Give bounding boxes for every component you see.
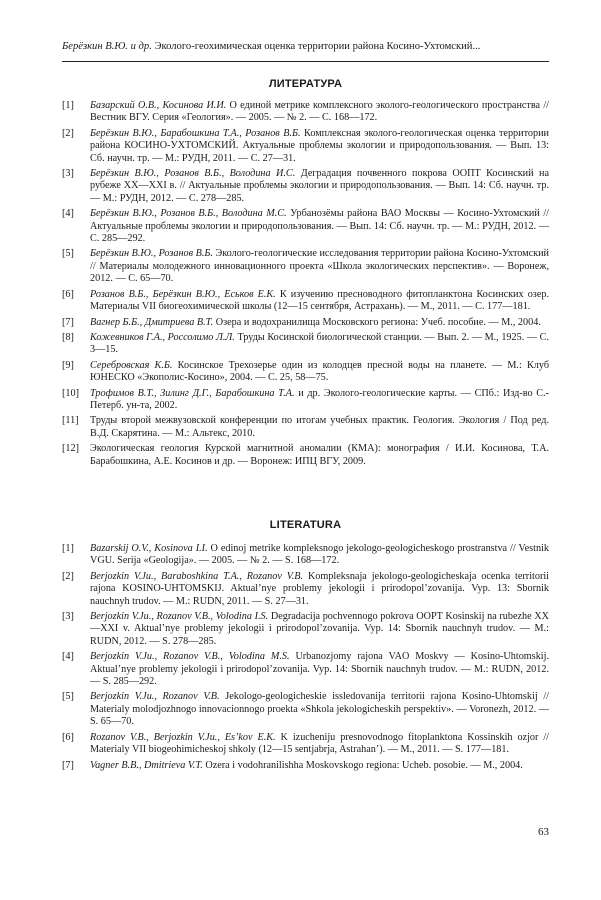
reference-item: [62, 571, 549, 608]
reference-authors: Вагнер Б.Б., Дмитриева В.Т.: [90, 316, 214, 328]
reference-text: Труды второй межвузовской конференции по итогам учебных практик. Геология. Экология / Под ред. В.Д. Скарятина. — М.: Альтекс, 2010.: [90, 415, 549, 439]
reference-item: [62, 388, 549, 413]
reference-text: K izucheniju presnovodnogo fitoplanktona Kossinskih ozjor // Materialy VII biogeohimicheskoj shkoly (12—15 sentjabrja, Astrahan’). — M., 2011. — S. 177—181.: [90, 731, 549, 756]
reference-number: [3]: [62, 611, 74, 623]
reference-text: Труды Косинской биологической станции. — Вып. 2. — М., 1925. — С. 3—15.: [90, 331, 549, 356]
reference-text: Озера и водохранилища Московского региона: Учеб. пособие. — М., 2004.: [215, 316, 541, 328]
reference-item: [62, 360, 549, 385]
reference-text: О единой метрике комплексного эколого-геологического пространства // Вестник ВГУ. Серия «Геология». — 2005. — № 2. — С. 168—172.: [90, 100, 550, 124]
reference-item: [62, 415, 549, 440]
reference-authors: Берёзкин В.Ю., Розанов В.Б.: [90, 248, 213, 260]
reference-authors: Rozanov V.B., Berjozkin V.Ju., Es’kov E.K.: [90, 731, 276, 743]
section-title-ru: ЛИТЕРАТУРА: [268, 78, 343, 90]
reference-number: [4]: [62, 208, 74, 220]
reference-number: [10]: [62, 387, 79, 399]
reference-item: [62, 443, 549, 468]
reference-number: [5]: [62, 691, 74, 703]
reference-number: [7]: [62, 759, 74, 771]
reference-authors: Vagner B.B., Dmitrieva V.T.: [90, 759, 203, 771]
reference-text: Degradacija pochvennogo pokrova OOPT Kosinskij na rubezhe XX—XXI v. Aktual’nye problemy jekologii i prirodopol’zovanija. Vyp. 14: Sbornik nauchnyh trudov. — M.: RUDN, 2012. — S. 278—285.: [90, 611, 549, 647]
reference-item: [62, 100, 549, 125]
reference-number: [9]: [62, 359, 74, 371]
reference-text: и др. Эколого-геологические карты. — СПб.: Изд-во С.-Петерб. ун-та, 2002.: [90, 387, 550, 411]
reference-item: [62, 289, 549, 314]
reference-number: [6]: [62, 288, 74, 300]
reference-authors: Базарский О.В., Косинова И.И.: [90, 100, 227, 111]
reference-authors: Кожевников Г.А., Россолимо Л.Л.: [90, 331, 235, 343]
reference-item: [62, 317, 549, 329]
running-head-title: Эколого-геохимическая оценка территории района Косино-Ухтомский...: [154, 41, 481, 52]
reference-text: К изучению пресноводного фитопланктона Косинских озер. Материалы VII биогеохимической школы (12—15 сентября, Астрахань). — М., 2011. — С. 177—181.: [90, 288, 549, 313]
reference-authors: Берёзкин В.Ю., Барабошкина Т.А., Розанов В.Б.: [90, 127, 301, 139]
reference-item: [62, 651, 549, 688]
reference-number: [1]: [62, 100, 74, 111]
page-number: 63: [538, 826, 549, 838]
reference-authors: Berjozkin V.Ju., Rozanov V.B., Volodina I.S.: [90, 611, 269, 623]
reference-authors: Серебровская К.Б.: [90, 359, 173, 371]
reference-list-ru: [62, 100, 549, 471]
reference-authors: Розанов В.Б., Берёзкин В.Ю., Еськов Е.К.: [90, 288, 276, 300]
reference-authors: Berjozkin V.Ju., Rozanov V.B.: [90, 691, 220, 703]
reference-text: Комплексная эколого-геологическая оценка территории района КОСИНО-УХТОМСКИЙ. Актуальные проблемы экологии и природопользования. — Вып. 13: Сб. научн. тр. — М.: РУДН, 2011. — С. 27—31.: [90, 127, 549, 164]
reference-text: Экологическая геология Курской магнитной аномалии (КМА): монография / И.И. Косинова, Т.А. Барабошкина, А.Е. Косинов и др. — Воронеж: ИПЦ ВГУ, 2009.: [90, 443, 549, 467]
reference-number: [7]: [62, 316, 74, 328]
reference-authors: Berjozkin V.Ju., Rozanov V.B., Volodina M.S.: [90, 651, 290, 663]
reference-item: [62, 760, 549, 772]
reference-text: Urbanozjomy rajona VAO Moskvy — Kosino-Uhtomskij. Aktual’nye problemy jekologii i prirodopol’zovanija. Vyp. 14: Sbornik nauchnyh trudov. — M.: RUDN, 2012. — S. 285—292.: [90, 651, 550, 688]
reference-authors: Bazarskij O.V., Kosinova I.I.: [90, 543, 208, 554]
reference-list-lat: [62, 543, 549, 775]
reference-item: [62, 332, 549, 357]
reference-number: [2]: [62, 570, 74, 582]
running-head: [62, 40, 549, 53]
reference-number: [3]: [62, 168, 74, 180]
reference-authors: Berjozkin V.Ju., Baraboshkina T.A., Rozanov V.B.: [90, 570, 304, 582]
section-title-lat: LITERATURA: [269, 519, 342, 531]
reference-text: Деградация почвенного покрова ООПТ Косинский на рубеже XX—XXI в. // Актуальные проблемы экологии и природопользования. — Вып. 14: Сб. научн. тр. — М.: РУДН, 2012. — С. 278—285.: [90, 168, 550, 204]
reference-text: Jekologo-geologicheskie issledovanija territorii rajona Kosino-Uhtomskij // Materialy molodjozhnogo innovacionnogo proekta «Shkola jekologicheskih perspektiv». — Voronezh, 2012. — S. 65—70.: [90, 691, 549, 728]
header-rule: [62, 61, 549, 62]
reference-authors: Трофимов В.Т., Зилинг Д.Г., Барабошкина Т.А.: [90, 387, 295, 399]
reference-item: [62, 208, 549, 245]
reference-item: [62, 732, 549, 757]
reference-authors: Берёзкин В.Ю., Розанов В.Б., Володина М.С.: [90, 208, 287, 220]
reference-item: [62, 128, 549, 165]
reference-item: [62, 248, 549, 285]
reference-number: [5]: [62, 248, 74, 260]
reference-item: [62, 168, 549, 205]
reference-number: [8]: [62, 331, 74, 343]
reference-number: [2]: [62, 127, 74, 139]
reference-text: Урбанозёмы района ВАО Москвы — Косино-Ухтомский // Актуальные проблемы экологии и природопользования. — Вып. 14: Сб. научн. тр. — М.: РУДН, 2012. — С. 285—292.: [90, 208, 549, 245]
reference-authors: Берёзкин В.Ю., Розанов В.Б., Володина И.С.: [90, 168, 296, 180]
reference-number: [1]: [62, 543, 74, 554]
reference-item: [62, 543, 549, 568]
reference-text: Ozera i vodohranilishha Moskovskogo regiona: Ucheb. posobie. — M., 2004.: [205, 759, 523, 771]
running-head-authors: Берёзкин В.Ю. и др.: [62, 41, 152, 52]
reference-number: [6]: [62, 731, 74, 743]
reference-text: Kompleksnaja jekologo-geologicheskaja ocenka territorii rajona KOSINO-UHTOMSKIJ. Aktual’nye problemy jekologii i prirodopol’zovanija. Vyp. 13: Sbornik nauchnyh trudov. — M.: RUDN, 2011. — S. 27—31.: [90, 570, 550, 607]
reference-number: [12]: [62, 443, 79, 455]
reference-text: Эколого-геологические исследования территории района Косино-Ухтомский // Материалы молодежного инновационного проекта «Школа экологических перспектив». — Воронеж, 2012. — С. 65—70.: [90, 248, 549, 285]
reference-item: [62, 611, 549, 648]
reference-text: Косинское Трехозерье один из колодцев пресной воды на планете. — М.: Клуб ЮНЕСКО «Экополис-Косино», 2004. — С. 25, 58—75.: [90, 359, 550, 384]
reference-text: O edinoj metrike kompleksnogo jekologo-geologicheskogo prostranstva // Vestnik VGU. Serija «Geologija». — 2005. — № 2. — S. 168—172.: [90, 543, 549, 567]
reference-number: [4]: [62, 651, 74, 663]
reference-number: [11]: [62, 415, 79, 427]
reference-item: [62, 691, 549, 728]
